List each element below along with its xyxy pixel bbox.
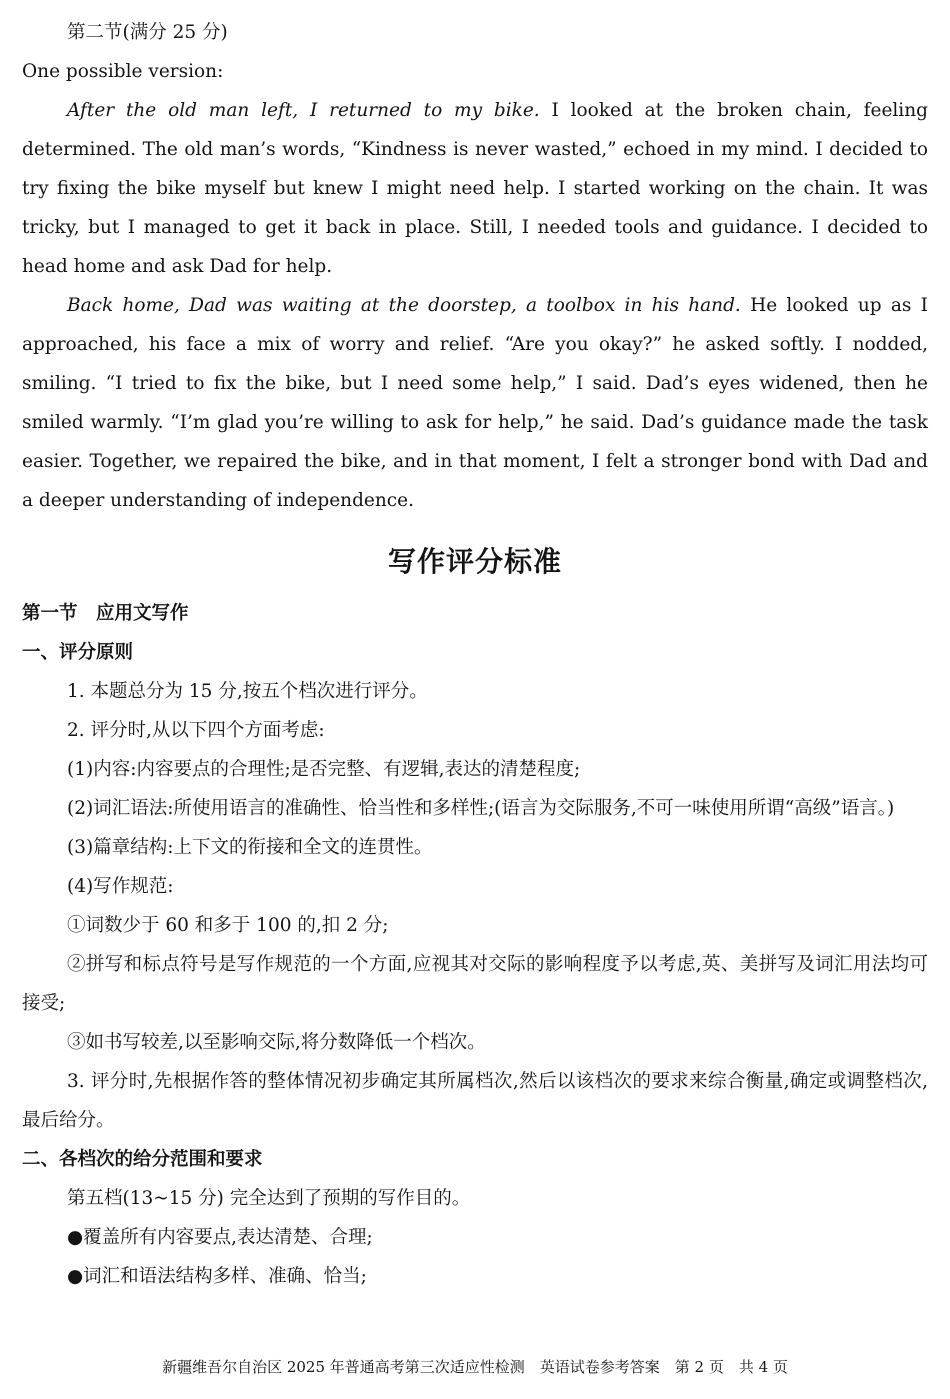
paragraph-1-opening: After the old man left, I returned to my bike. (67, 100, 540, 121)
main-title: 写作评分标准 (387, 545, 562, 578)
section2-header: 第二节(满分 25 分) (67, 22, 228, 43)
level5-item: ●词汇和语法结构多样、准确、恰当; (67, 1266, 367, 1287)
paragraph-2-body: He looked up as I approached, his face a mix of worry and relief. “Are you okay?” he asked softly. I nodded, smiling. “I tried to fix the bike, but I need some help,” I said. Dad’s eyes widened, then he smiled warmly. “I’m glad you’re willing to ask for help,” he said. Dad’s guidance made the task easier. Together, we repaired the bike, and in that moment, I felt a stronger bond with Dad and a deeper understanding of independence. (22, 295, 928, 511)
essay-paragraph-1 (22, 91, 928, 286)
version-label: One possible version: (22, 61, 224, 82)
section1-heading: 第一节 应用文写作 (22, 603, 189, 624)
principle-item: ③如书写较差,以至影响交际,将分数降低一个档次。 (67, 1032, 486, 1053)
principle-item: 3. 评分时,先根据作答的整体情况初步确定其所属档次,然后以该档次的要求来综合衡量,确定或调整档次,最后给分。 (22, 1071, 928, 1131)
levels-heading: 二、各档次的给分范围和要求 (22, 1149, 263, 1170)
principle-item: (3)篇章结构:上下文的衔接和全文的连贯性。 (67, 837, 433, 858)
level5-item: ●覆盖所有内容要点,表达清楚、合理; (67, 1227, 373, 1248)
principles-heading: 一、评分原则 (22, 642, 134, 663)
principle-item: 2. 评分时,从以下四个方面考虑: (67, 720, 325, 741)
page-footer: 新疆维吾尔自治区 2025 年普通高考第三次适应性检测 英语试卷参考答案 第 2 页 共 4 页 (162, 1358, 788, 1376)
principle-item: 1. 本题总分为 15 分,按五个档次进行评分。 (67, 681, 428, 702)
principle-item: (1)内容:内容要点的合理性;是否完整、有逻辑,表达的清楚程度; (67, 759, 581, 780)
principle-item: ①词数少于 60 和多于 100 的,扣 2 分; (67, 915, 389, 936)
page-content (22, 0, 928, 1296)
level5-title: 第五档(13~15 分) 完全达到了预期的写作目的。 (67, 1188, 471, 1209)
paragraph-1-body: I looked at the broken chain, feeling determined. The old man’s words, “Kindness is never wasted,” echoed in my mind. I decided to try fixing the bike myself but knew I might need help. I started working on the chain. It was tricky, but I managed to get it back in place. Still, I needed tools and guidance. I decided to head home and ask Dad for help. (22, 100, 928, 277)
principle-item: (4)写作规范: (67, 876, 174, 897)
principle-item: ②拼写和标点符号是写作规范的一个方面,应视其对交际的影响程度予以考虑,英、美拼写及词汇用法均可接受; (22, 954, 928, 1014)
principle-item: (2)词汇语法:所使用语言的准确性、恰当性和多样性;(语言为交际服务,不可一味使用所谓“高级”语言。) (67, 798, 895, 819)
paragraph-2-opening: Back home, Dad was waiting at the doorstep, a toolbox in his hand. (67, 295, 741, 316)
essay-paragraph-2 (22, 286, 928, 520)
